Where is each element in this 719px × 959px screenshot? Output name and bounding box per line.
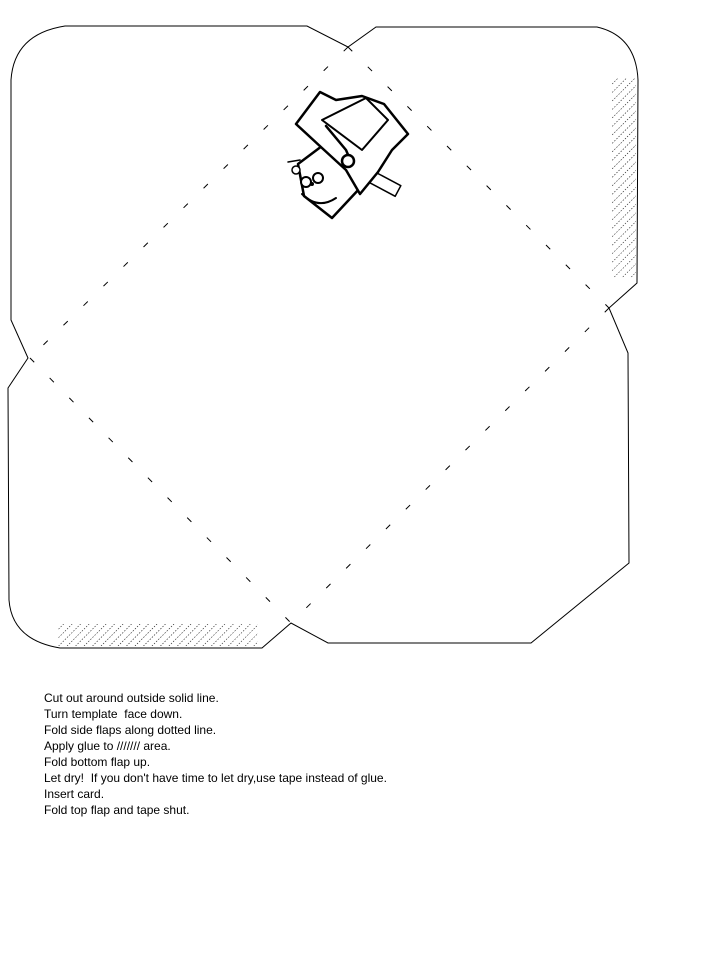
instruction-line: Fold top flap and tape shut. (44, 803, 190, 817)
instruction-line: Cut out around outside solid line. (44, 691, 219, 705)
glue-area-bottom (58, 624, 258, 646)
instruction-line: Fold side flaps along dotted line. (44, 723, 217, 737)
instructions-list (44, 690, 387, 818)
instruction-line: Insert card. (44, 787, 105, 801)
instruction-line: Apply glue to /////// area. (44, 739, 171, 753)
instruction-line: Turn template face down. (44, 707, 183, 721)
instruction-line: Let dry! If you don't have time to let dry,use tape instead of glue. (44, 771, 387, 785)
glue-area-right (612, 78, 636, 278)
instruction-line: Fold bottom flap up. (44, 755, 151, 769)
mailbox-drawing-icon (288, 92, 408, 218)
